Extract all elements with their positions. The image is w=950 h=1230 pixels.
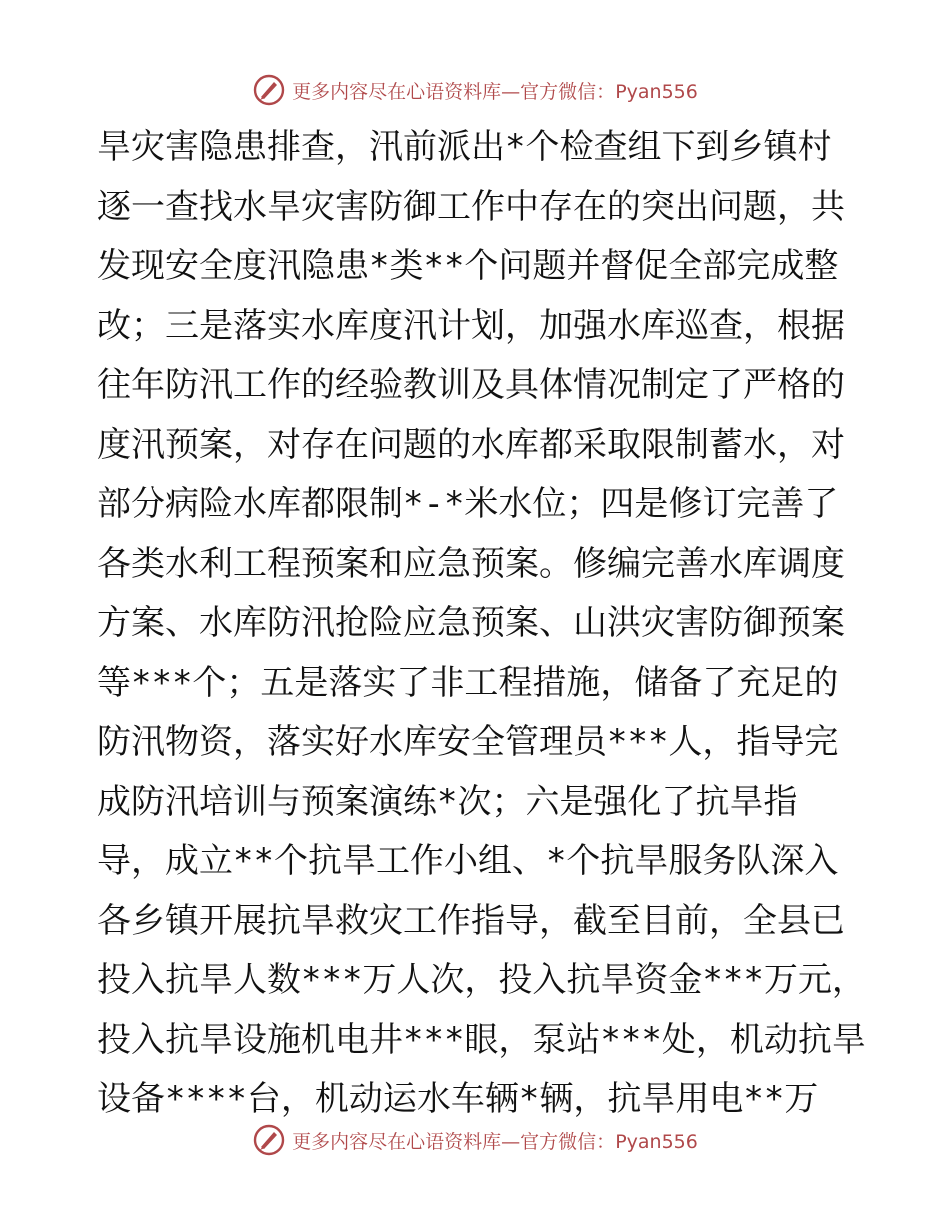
header-banner: [0, 72, 950, 108]
text-line: 防汛物资，落实好水库安全管理员***人，指导完: [97, 722, 839, 762]
text-line: 旱灾害隐患排查，汛前派出*个检查组下到乡镇村: [97, 127, 832, 167]
banner-separator: —: [501, 1130, 521, 1153]
text-line: 各类水利工程预案和应急预案。修编完善水库调度: [97, 543, 845, 584]
banner-wechat-id: Pyan556: [615, 80, 698, 103]
text-line: 设备****台，机动运水车辆*辆，抗旱用电**万: [97, 1079, 819, 1119]
brand-logo-icon: [252, 73, 286, 107]
banner-text: [292, 1127, 698, 1154]
banner-title: 更多内容尽在心语资料库: [292, 1130, 502, 1153]
banner-title: 更多内容尽在心语资料库: [292, 80, 502, 103]
text-line: 投入抗旱人数***万人次，投入抗旱资金***万元，: [97, 960, 866, 1000]
text-line: 各乡镇开展抗旱救灾工作指导，截至目前，全县已: [97, 900, 845, 941]
document-body: [97, 118, 866, 1130]
text-line: 部分病险水库都限制*-*米水位；四是修订完善了: [97, 484, 839, 524]
text-line: 发现安全度汛隐患*类**个问题并督促全部完成整: [97, 246, 839, 286]
banner-wechat-label: 官方微信：: [520, 1130, 616, 1153]
banner-wechat-id: Pyan556: [615, 1130, 698, 1153]
banner-separator: —: [501, 80, 521, 103]
brand-logo-icon: [252, 1123, 286, 1157]
text-line: 改；三是落实水库度汛计划，加强水库巡查，根据: [97, 305, 845, 346]
banner-text: [292, 77, 698, 104]
text-line: 等***个；五是落实了非工程措施，储备了充足的: [97, 662, 839, 703]
text-line: 投入抗旱设施机电井***眼，泵站***处，机动抗旱: [97, 1019, 866, 1060]
text-line: 成防汛培训与预案演练*次；六是强化了抗旱指: [97, 781, 798, 822]
footer-banner: [0, 1122, 950, 1158]
text-line: 逐一查找水旱灾害防御工作中存在的突出问题，共: [97, 186, 845, 227]
text-line: 往年防汛工作的经验教训及具体情况制定了严格的: [97, 365, 845, 405]
text-line: 度汛预案，对存在问题的水库都采取限制蓄水，对: [97, 424, 845, 465]
text-line: 方案、水库防汛抢险应急预案、山洪灾害防御预案: [97, 603, 845, 643]
text-line: 导，成立**个抗旱工作小组、*个抗旱服务队深入: [97, 841, 839, 881]
banner-wechat-label: 官方微信：: [520, 80, 616, 103]
